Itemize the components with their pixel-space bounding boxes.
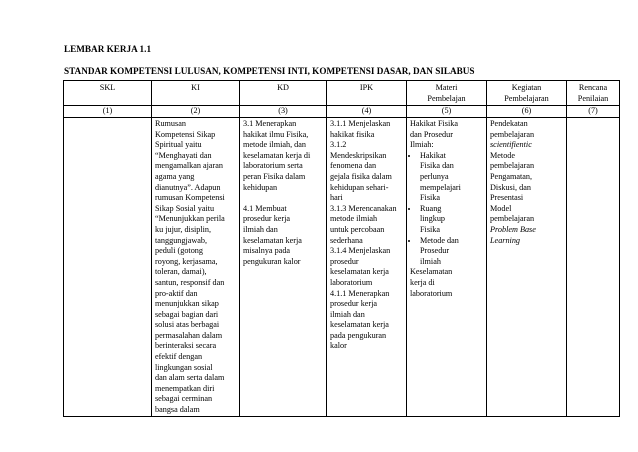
materi-text-line: Keselamatan <box>410 267 453 277</box>
materi-bullet-line: lingkup <box>420 214 446 224</box>
header-line: Materi <box>435 83 458 92</box>
header-ki: KI <box>152 81 240 106</box>
materi-text-line: kerja di <box>410 277 435 287</box>
ipk-text-line: sederhana <box>330 235 363 245</box>
header-skl: SKL <box>64 81 152 106</box>
ipk-text-line: keselamatan kerja <box>330 267 389 277</box>
ki-text-line: efektif dengan <box>155 352 203 362</box>
ki-text-line: solusi atas berbagai <box>155 320 220 330</box>
ki-text-line: pro-aktif dan <box>155 288 198 298</box>
ki-text-line: permasalahan dalam <box>155 330 223 340</box>
kegiatan-text-line: Metode <box>490 150 516 160</box>
table-content-row <box>64 118 620 417</box>
skl-cell <box>64 118 152 417</box>
ipk-text-line: untuk percobaan <box>330 224 385 234</box>
ipk-cell <box>327 118 407 417</box>
kd-text-line: keselamatan kerja <box>243 235 302 245</box>
ki-text-line: berinteraksi secara <box>155 341 217 351</box>
ipk-text-line: laboratorium <box>330 277 373 287</box>
ipk-text-line: Mendeskripsikan <box>330 150 387 160</box>
header-line: Pembelajaran <box>504 93 549 103</box>
materi-bullet-line: perlunya <box>420 171 449 181</box>
ki-text-line: lingkungan sosial <box>155 362 213 372</box>
kd-text-line: prosedur kerja <box>243 214 291 224</box>
materi-bullet-line: mempelajari <box>420 182 461 192</box>
kegiatan-text-line: Diskusi, dan <box>490 182 531 192</box>
kegiatan-text-line: Pengamatan, <box>490 171 533 181</box>
ipk-text-line: hari <box>330 193 343 203</box>
ipk-text-line: kehidupan sehari- <box>330 182 389 192</box>
ki-text-line: dianutnya”. Adapun <box>155 182 221 192</box>
ki-text-line: ku jujur, disiplin, <box>155 224 212 234</box>
ki-text-line: mengamalkan ajaran <box>155 161 223 171</box>
ipk-text-line: keselamatan kerja <box>330 320 389 330</box>
header-rencana <box>567 81 620 106</box>
document-title: LEMBAR KERJA 1.1 <box>64 44 152 54</box>
ipk-text-line: hakikat fisika <box>330 129 375 139</box>
header-line: Rencana <box>578 83 608 92</box>
ipk-text-line: kalor <box>330 341 347 351</box>
number-4: (4) <box>327 106 407 118</box>
kegiatan-text-line: Presentasi <box>490 193 524 203</box>
header-kegiatan <box>487 81 567 106</box>
ki-text-line: rumusan Kompetensi <box>155 193 225 203</box>
kegiatan-text-line: pembelajaran <box>490 129 535 139</box>
materi-bullet-item <box>419 204 483 236</box>
ipk-text-line: ilmiah dan <box>330 309 365 319</box>
blank-line <box>243 193 323 204</box>
kd-text-line: misalnya pada <box>243 246 291 256</box>
ki-text-line: menempatkan diri <box>155 383 215 393</box>
materi-cell <box>407 118 487 417</box>
ki-text-line: agama yang <box>155 171 195 181</box>
ki-text-line: dan alam serta dalam <box>155 373 225 383</box>
materi-bullet-line: • Hakikat <box>420 150 446 160</box>
header-ipk: IPK <box>327 81 407 106</box>
ki-text-line: menunjukkan sikap <box>155 299 219 309</box>
ki-cell <box>152 118 240 417</box>
ki-text-line: toleran, damai), <box>155 267 207 277</box>
kegiatan-text-line: Pendekatan <box>490 119 528 128</box>
kd-text-line: kehidupan <box>243 182 278 192</box>
kd-text-line: laboratorium serta <box>243 161 303 171</box>
syllabus-table <box>63 80 620 417</box>
ki-text-line: bangsa dalam <box>155 405 200 415</box>
ki-text-line: Kompetensi Sikap <box>155 129 216 139</box>
materi-bullet-line: Fisika dan <box>420 161 454 171</box>
kegiatan-italic-line: Learning <box>490 235 521 245</box>
ipk-text-line: 3.1.4 Menjelaskan <box>330 246 391 256</box>
materi-bullet-item <box>419 151 483 204</box>
ipk-text-line: gejala fisika dalam <box>330 171 392 181</box>
ipk-text-line: prosedur kerja <box>330 299 378 309</box>
ipk-text-line: pada pengukuran <box>330 330 387 340</box>
kd-text-line: metode ilmiah, dan <box>243 140 306 150</box>
materi-text-line: Hakikat Fisika <box>410 119 458 128</box>
ki-text-line: Spiritual yaitu <box>155 140 202 150</box>
ki-text-line: Sikap Sosial yaitu <box>155 203 215 213</box>
ki-text-line: Rumusan <box>155 119 186 128</box>
materi-bullet-line: Fisika <box>420 224 441 234</box>
number-2: (2) <box>152 106 240 118</box>
ki-text-line: tanggungjawab, <box>155 235 208 245</box>
materi-text-line: dan Prosedur <box>410 129 453 139</box>
kd-text-line: ilmiah dan <box>243 224 278 234</box>
header-kd: KD <box>240 81 327 106</box>
materi-bullet-line: Prosedur <box>420 246 450 256</box>
kegiatan-text-line: pembelajaran <box>490 214 535 224</box>
kd-text-line: keselamatan kerja di <box>243 150 311 160</box>
ipk-text-line: prosedur <box>330 256 359 266</box>
ki-text-line: santun, responsif dan <box>155 277 225 287</box>
kd-cell <box>240 118 327 417</box>
kegiatan-text-line: Model <box>490 203 512 213</box>
ki-text-line: sebagai cerminan <box>155 394 213 404</box>
kegiatan-cell <box>487 118 567 417</box>
kd-text-line: pengukuran kalor <box>243 256 301 266</box>
document-subtitle: STANDAR KOMPETENSI LULUSAN, KOMPETENSI INTI, KOMPETENSI DASAR, DAN SILABUS <box>64 66 475 76</box>
ki-text-line: peduli (gotong <box>155 246 203 256</box>
number-1: (1) <box>64 106 152 118</box>
kd-text-line: 4.1 Membuat <box>243 203 287 213</box>
rencana-cell <box>567 118 620 417</box>
ipk-text-line: 3.1.1 Menjelaskan <box>330 119 391 128</box>
ki-text-line: royong, kerjasama, <box>155 256 218 266</box>
kd-text-line: 3.1 Menerapkan <box>243 119 297 128</box>
table-number-row <box>64 106 620 118</box>
ipk-text-line: metode ilmiah <box>330 214 378 224</box>
kegiatan-text-line: pembelajaran <box>490 161 535 171</box>
materi-bullet-item <box>419 236 483 268</box>
ipk-text-line: 3.1.3 Merencanakan <box>330 203 397 213</box>
materi-bullet-line: • Metode dan <box>420 235 459 245</box>
materi-bullet-line: Fisika <box>420 193 441 203</box>
materi-bullet-line: • Ruang <box>420 203 442 213</box>
kegiatan-italic-line: Problem Base <box>490 224 536 234</box>
ipk-text-line: 3.1.2 <box>330 140 347 150</box>
header-line: Penilaian <box>577 93 609 103</box>
ipk-text-line: 4.1.1 Menerapkan <box>330 288 390 298</box>
materi-text-line: Ilmiah: <box>410 140 434 150</box>
header-line: Pembelajan <box>427 93 466 103</box>
header-line: Kegiatan <box>511 83 542 92</box>
table-header-row <box>64 81 620 106</box>
header-materi <box>407 81 487 106</box>
number-6: (6) <box>487 106 567 118</box>
materi-text-line: laboratorium <box>410 288 453 298</box>
kegiatan-italic-line: scientifientic <box>490 140 532 150</box>
materi-bullet-list <box>410 151 483 268</box>
ki-text-line: “Menunjukkan perila <box>155 214 225 224</box>
number-3: (3) <box>240 106 327 118</box>
number-5: (5) <box>407 106 487 118</box>
materi-bullet-line: ilmiah <box>420 256 441 266</box>
kd-text-line: peran Fisika dalam <box>243 171 306 181</box>
number-7: (7) <box>567 106 620 118</box>
ki-text-line: sebagai bagian dari <box>155 309 219 319</box>
ipk-text-line: fenomena dan <box>330 161 377 171</box>
ki-text-line: “Menghayati dan <box>155 150 212 160</box>
kd-text-line: hakikat ilmu Fisika, <box>243 129 309 139</box>
